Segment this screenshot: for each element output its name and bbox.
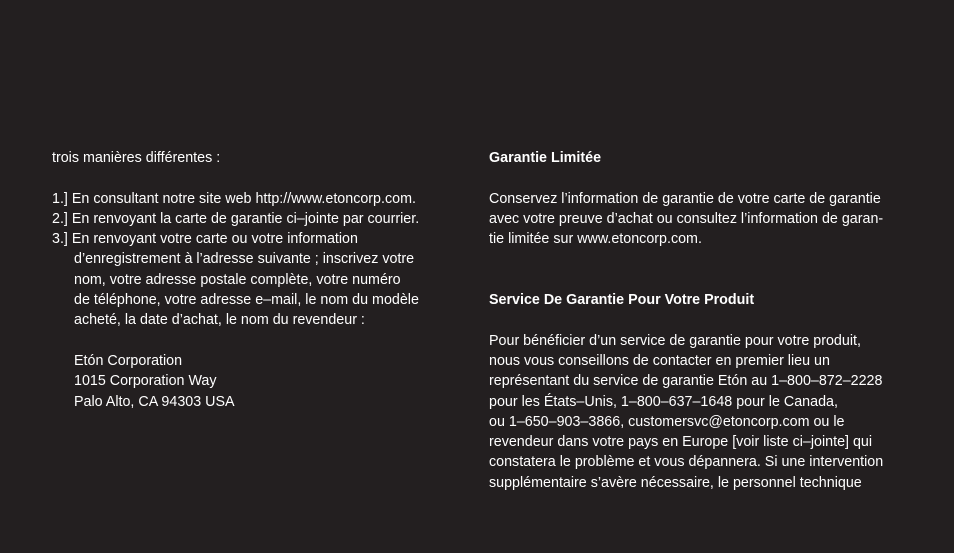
list-item-3-continuation: de téléphone, votre adresse e–mail, le nom du modèle	[74, 292, 419, 309]
service-paragraph-line: revendeur dans votre pays en Europe [voir liste ci–jointe] qui	[489, 434, 873, 451]
service-paragraph-line: pour les États–Unis, 1–800–637–1648 pour le Canada,	[489, 393, 838, 410]
spacer	[489, 249, 929, 290]
spacer	[52, 168, 472, 188]
service-paragraph-line: supplémentaire s’avère nécessaire, le personnel technique	[489, 474, 862, 491]
service-paragraph-line: ou 1–650–903–3866, customersvc@etoncorp.com ou le	[489, 413, 845, 430]
address-line-street: 1015 Corporation Way	[74, 373, 217, 390]
service-paragraph-line: Pour bénéficier d’un service de garantie pour votre produit,	[489, 332, 861, 349]
list-item-3-continuation: nom, votre adresse postale complète, votre numéro	[74, 271, 401, 288]
intro-text: trois manières différentes :	[52, 150, 221, 166]
list-item-3: 3.] En renvoyant votre carte ou votre information	[52, 231, 358, 248]
service-paragraph-line: constatera le problème et vous dépannera. Si une intervention	[489, 454, 884, 471]
warranty-heading: Garantie Limitée	[489, 150, 602, 166]
warranty-paragraph-line: tie limitée sur www.etoncorp.com.	[489, 231, 702, 248]
address-line-city: Palo Alto, CA 94303 USA	[74, 393, 235, 410]
warranty-paragraph-line: avec votre preuve d’achat ou consultez l’information de garan-	[489, 210, 884, 227]
address-line-company: Etón Corporation	[74, 352, 183, 369]
list-item-2: 2.] En renvoyant la carte de garantie ci–jointe par courrier.	[52, 210, 420, 227]
list-item-1: 1.] En consultant notre site web http://www.etoncorp.com.	[52, 190, 416, 207]
service-heading: Service De Garantie Pour Votre Produit	[489, 292, 755, 309]
list-item-3-continuation: acheté, la date d’achat, le nom du revendeur :	[74, 312, 365, 329]
spacer	[52, 331, 472, 351]
service-paragraph-line: représentant du service de garantie Etón au 1–800–872–2228	[489, 373, 883, 390]
service-paragraph-line: nous vous conseillons de contacter en premier lieu un	[489, 352, 830, 369]
warranty-paragraph-line: Conservez l’information de garantie de votre carte de garantie	[489, 190, 881, 207]
left-column	[52, 148, 472, 412]
spacer	[489, 168, 929, 188]
spacer	[489, 310, 929, 330]
right-column	[489, 148, 929, 493]
list-item-3-continuation: d’enregistrement à l’adresse suivante ; inscrivez votre	[74, 251, 415, 268]
